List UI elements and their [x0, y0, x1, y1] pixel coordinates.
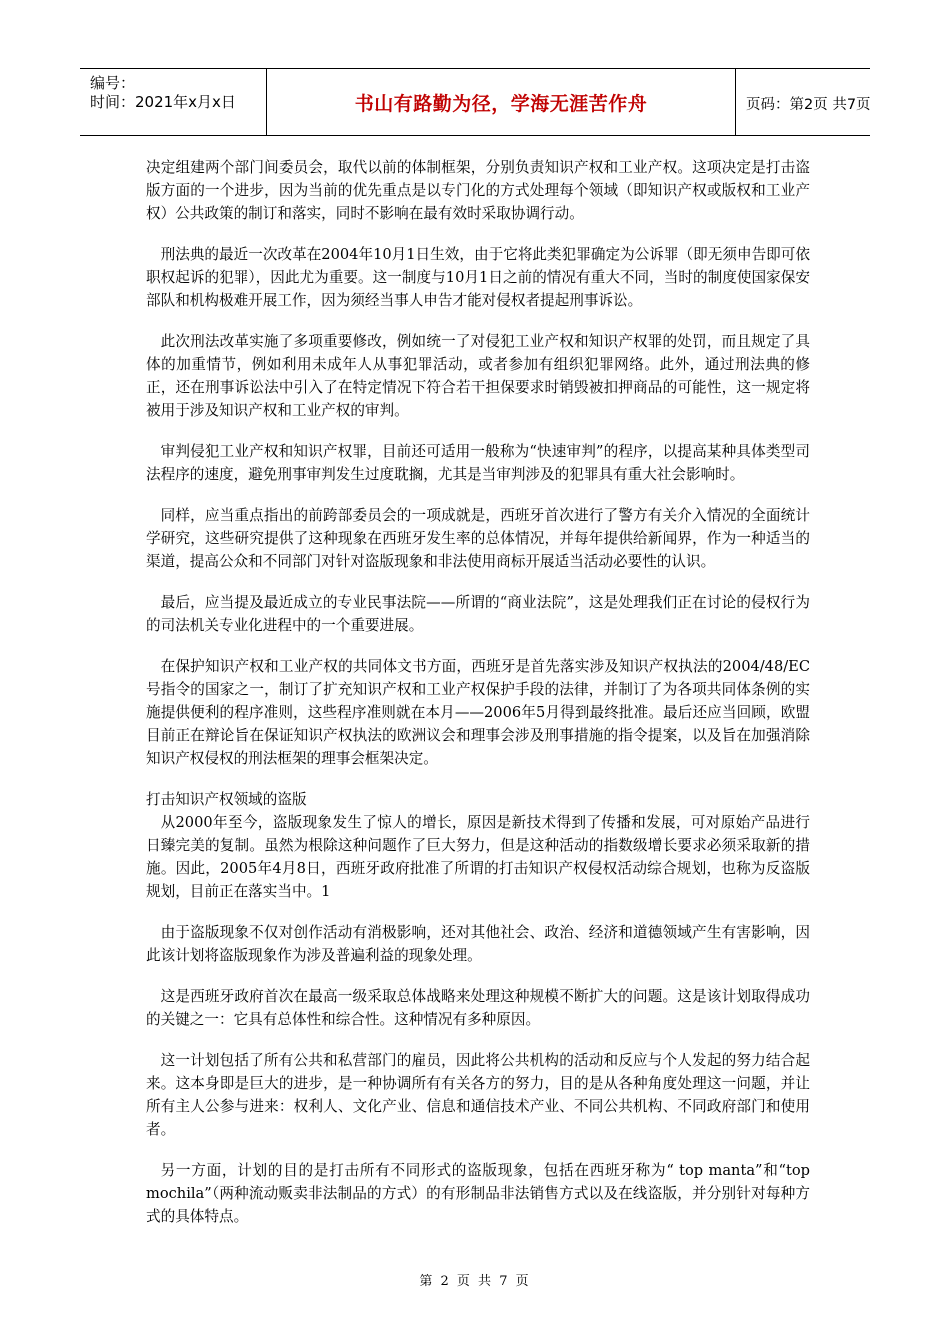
header-motto: 书山有路勤为径，学海无涯苦作舟: [354, 93, 648, 115]
section-paragraph: 这一计划包括了所有公共和私营部门的雇员，因此将公共机构的活动和反应与个人发起的努力结合起来。这本身即是巨大的进步，是一种协调所有有关各方的努力，目的是从各种角度处理这一问题，并让所有主人公参与进来：权利人、文化产业、信息和通信技术产业、不同公共机构、不同政府部门和使用者。: [146, 1052, 810, 1138]
header-motto-cell: [267, 69, 736, 135]
section-paragraph: 从2000年至今，盗版现象发生了惊人的增长，原因是新技术得到了传播和发展，可对原始产品进行日臻完美的复制。虽然为根除这种问题作了巨大努力，但是这种活动的指数级增长要求必须采取新的措施。因此，2005年4月8日，西班牙政府批准了所谓的打击知识产权侵权活动综合规划，也称为反盗版规划，目前正在落实当中。1: [146, 814, 810, 900]
body-paragraph: 此次刑法改革实施了多项重要修改，例如统一了对侵犯工业产权和知识产权罪的处罚，而且规定了具体的加重情节，例如利用未成年人从事犯罪活动，或者参加有组织犯罪网络。此外，通过刑法典的修正，还在刑事诉讼法中引入了在特定情况下符合若干担保要求时销毁被扣押商品的可能性，这一规定将被用于涉及知识产权和工业产权的审判。: [146, 333, 810, 419]
section-paragraph: 另一方面，计划的目的是打击所有不同形式的盗版现象，包括在西班牙称为“ top manta”和“top mochila”（两种流动贩卖非法制品的方式）的有形制品非法销售方式以及在线盗版，并分别针对每种方式的具体特点。: [146, 1162, 810, 1225]
header-meta-cell: [80, 69, 267, 135]
document-header: [80, 68, 870, 136]
header-page-cell: [736, 69, 870, 135]
body-paragraph: 同样，应当重点指出的前跨部委员会的一项成就是，西班牙首次进行了警方有关介入情况的全面统计学研究，这些研究提供了这种现象在西班牙发生率的总体情况，并每年提供给新闻界，作为一种适当的渠道，提高公众和不同部门对针对盗版现象和非法使用商标开展适当活动必要性的认识。: [146, 507, 810, 570]
section-paragraph: 这是西班牙政府首次在最高一级采取总体战略来处理这种规模不断扩大的问题。这是该计划取得成功的关键之一：它具有总体性和综合性。这种情况有多种原因。: [146, 988, 810, 1028]
header-page-label: 页码：第2页 共7页: [746, 97, 871, 113]
body-paragraph: 最后，应当提及最近成立的专业民事法院——所谓的“商业法院”，这是处理我们正在讨论的侵权行为的司法机关专业化进程中的一个重要进展。: [146, 594, 810, 634]
document-date-label: 时间：2021年x月x日: [90, 93, 236, 111]
body-paragraph: 审判侵犯工业产权和知识产权罪，目前还可适用一般称为“快速审判”的程序，以提高某种具体类型司法程序的速度，避免刑事审判发生过度耽搁，尤其是当审判涉及的犯罪具有重大社会影响时。: [146, 443, 810, 483]
document-body: [146, 156, 810, 1246]
section-paragraph: 由于盗版现象不仅对创作活动有消极影响，还对其他社会、政治、经济和道德领域产生有害影响，因此该计划将盗版现象作为涉及普遍利益的现象处理。: [146, 924, 810, 964]
section-heading: 打击知识产权领域的盗版: [146, 791, 307, 808]
document-number-label: 编号：: [90, 74, 136, 92]
body-paragraph: 在保护知识产权和工业产权的共同体文书方面，西班牙是首先落实涉及知识产权执法的2004/48/EC号指令的国家之一，制订了扩充知识产权和工业产权保护手段的法律，并制订了为各项共同体条例的实施提供便利的程序准则，这些程序准则就在本月——2006年5月得到最终批准。最后还应当回顾，欧盟目前正在辩论旨在保证知识产权执法的欧洲议会和理事会涉及刑事措施的指令提案，以及旨在加强消除知识产权侵权的刑法框架的理事会框架决定。: [146, 658, 810, 767]
body-paragraph: 刑法典的最近一次改革在2004年10月1日生效，由于它将此类犯罪确定为公诉罪（即无须申告即可依职权起诉的犯罪），因此尤为重要。这一制度与10月1日之前的情况有重大不同，当时的制度使国家保安部队和机构极难开展工作，因为须经当事人申告才能对侵权者提起刑事诉讼。: [146, 246, 810, 309]
body-paragraph: 决定组建两个部门间委员会，取代以前的体制框架，分别负责知识产权和工业产权。这项决定是打击盗版方面的一个进步，因为当前的优先重点是以专门化的方式处理每个领域（即知识产权或版权和工业产权）公共政策的制订和落实，同时不影响在最有效时采取协调行动。: [146, 159, 810, 222]
page-footer: 第 2 页 共 7 页: [419, 1274, 531, 1289]
